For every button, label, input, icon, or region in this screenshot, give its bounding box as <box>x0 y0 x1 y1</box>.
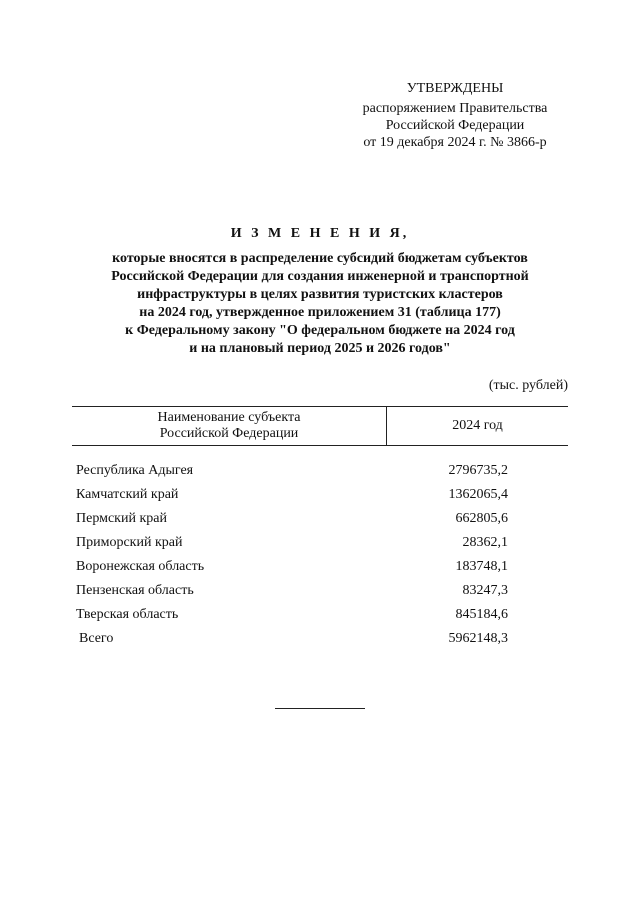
approval-title: УТВЕРЖДЕНЫ <box>406 81 504 96</box>
row-subject-name: Пензенская область <box>76 583 194 598</box>
table-total-row <box>76 627 516 651</box>
subtitle-line: к Федеральному закону "О федеральном бюджете на 2024 год <box>125 323 515 338</box>
approval-block <box>330 80 580 151</box>
table-row <box>76 603 516 627</box>
row-amount: 2796735,2 <box>448 463 508 478</box>
row-amount: 83247,3 <box>462 583 508 598</box>
document-title: И З М Е Н Е Н И Я, <box>230 226 410 241</box>
subtitle-line: Российской Федерации для создания инженерной и транспортной <box>111 269 529 284</box>
row-amount: 662805,6 <box>455 511 508 526</box>
column-header-subject-line2: Российской Федерации <box>159 426 299 441</box>
row-subject-name: Тверская область <box>76 607 179 622</box>
table-body <box>76 459 516 651</box>
approval-decree-line: распоряжением Правительства <box>362 101 548 116</box>
table-row <box>76 579 516 603</box>
end-of-document-rule <box>275 708 365 709</box>
units-note: (тыс. рублей) <box>488 378 568 393</box>
column-header-year: 2024 год <box>452 418 503 433</box>
row-subject-name: Республика Адыгея <box>76 463 194 478</box>
table-row <box>76 483 516 507</box>
row-subject-name: Приморский край <box>76 535 183 550</box>
row-amount: 183748,1 <box>455 559 508 574</box>
table-row <box>76 507 516 531</box>
subtitle-line: на 2024 год, утвержденное приложением 31 (таблица 177) <box>139 305 501 320</box>
table-header <box>72 406 568 446</box>
row-amount: 1362065,4 <box>448 487 508 502</box>
row-amount: 28362,1 <box>462 535 508 550</box>
total-label: Всего <box>79 631 114 646</box>
total-amount: 5962148,3 <box>448 631 508 646</box>
column-header-subject-line1: Наименование субъекта <box>157 410 301 425</box>
approval-authority-line: Российской Федерации <box>385 118 525 133</box>
document-subtitle <box>60 250 580 358</box>
column-header-subject <box>72 407 386 445</box>
subtitle-line: и на плановый период 2025 и 2026 годов" <box>189 341 451 356</box>
table-row <box>76 531 516 555</box>
subtitle-line: инфраструктуры в целях развития туристских кластеров <box>137 287 503 302</box>
row-subject-name: Камчатский край <box>76 487 179 502</box>
subtitle-line: которые вносятся в распределение субсидий бюджетам субъектов <box>112 251 528 266</box>
table-row <box>76 459 516 483</box>
row-amount: 845184,6 <box>455 607 508 622</box>
row-subject-name: Пермский край <box>76 511 167 526</box>
approval-date-line: от 19 декабря 2024 г. № 3866-р <box>363 135 547 150</box>
table-row <box>76 555 516 579</box>
row-subject-name: Воронежская область <box>76 559 205 574</box>
